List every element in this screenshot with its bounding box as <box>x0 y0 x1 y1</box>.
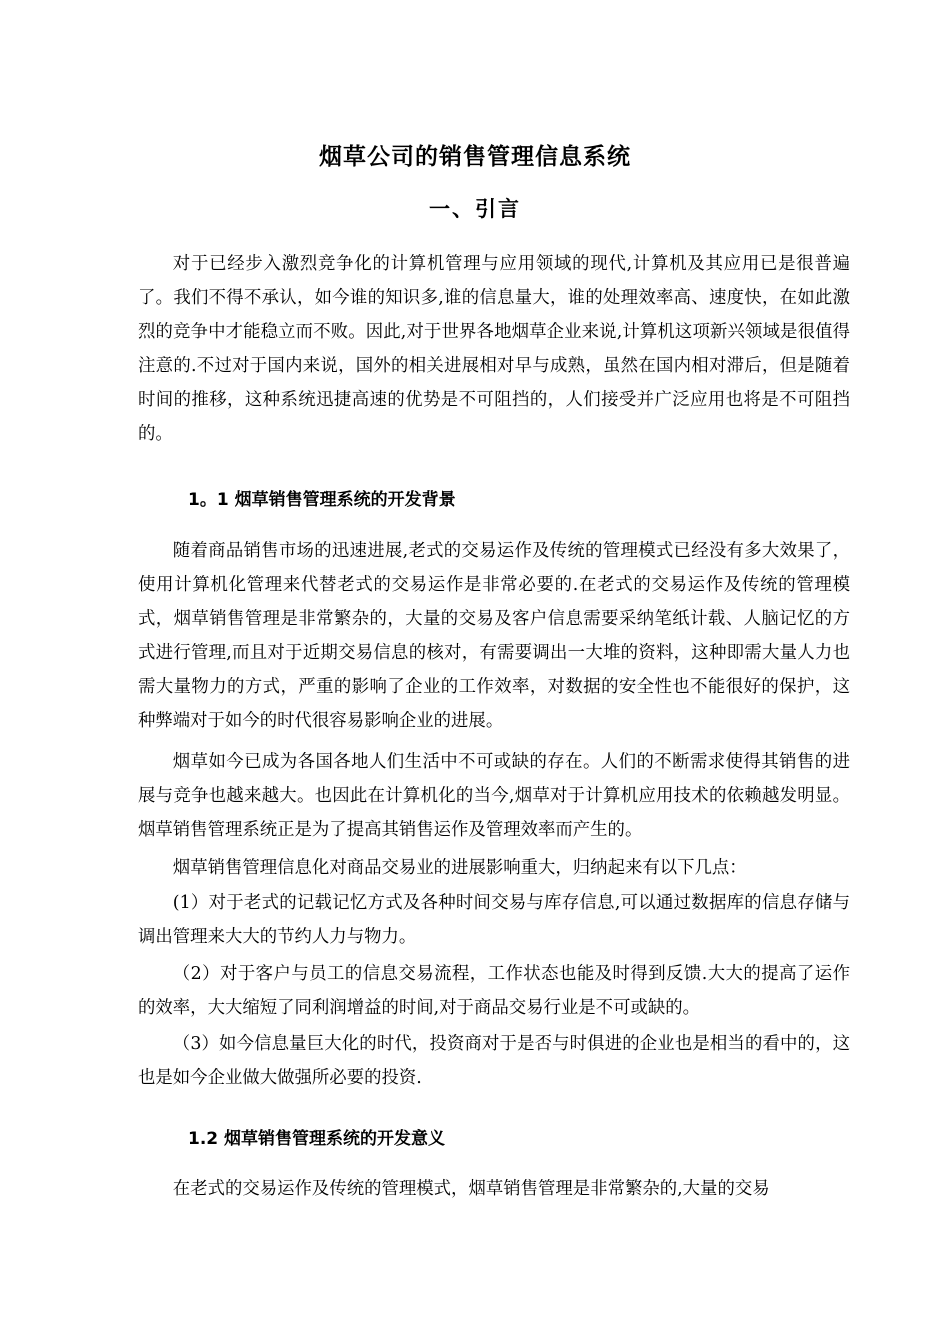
intro-paragraph: 对于已经步入激烈竞争化的计算机管理与应用领域的现代,计算机及其应用已是很普遍了。我们不得不承认，如今谁的知识多,谁的信息量大，谁的处理效率高、速度快，在如此激烈的竞争中才能稳立而不败。因此,对于世界各地烟草企业来说,计算机这项新兴领域是很值得注意的.不过对于国内来说，国外的相关进展相对早与成熟，虽然在国内相对滞后，但是随着时间的推移，这种系统迅捷高速的优势是不可阻挡的，人们接受并广泛应用也将是不可阻挡的。 <box>138 254 850 444</box>
list-item-3: （3）如今信息量巨大化的时代，投资商对于是否与时俱进的企业也是相当的看中的，这也是如今企业做大做强所必要的投资. <box>138 1034 850 1088</box>
section-heading-introduction: 一、引言 <box>429 197 521 221</box>
paragraph-background: 随着商品销售市场的迅速进展,老式的交易运作及传统的管理模式已经没有多大效果了，使用计算机化管理来代替老式的交易运作是非常必要的.在老式的交易运作及传统的管理模式，烟草销售管理是非常繁杂的，大量的交易及客户信息需要采纳笔纸计载、人脑记忆的方式进行管理,而且对于近期交易信息的核对，有需要调出一大堆的资料，这种即需大量人力也需大量物力的方式，严重的影响了企业的工作效率，对数据的安全性也不能很好的保护，这种弊端对于如今的时代很容易影响企业的进展。 <box>138 541 850 731</box>
subsection-heading-1-1: 1。1 烟草销售管理系统的开发背景 <box>188 490 456 510</box>
list-item-1: (1）对于老式的记载记忆方式及各种时间交易与库存信息,可以通过数据库的信息存储与调出管理来大大的节约人力与物力。 <box>138 893 850 947</box>
paragraph-significance: 在老式的交易运作及传统的管理模式，烟草销售管理是非常繁杂的,大量的交易 <box>172 1179 770 1199</box>
paragraph-impact-summary: 烟草销售管理信息化对商品交易业的进展影响重大，归纳起来有以下几点： <box>172 858 747 878</box>
paragraph-tobacco-demand: 烟草如今已成为各国各地人们生活中不可或缺的存在。人们的不断需求使得其销售的进展与竞争也越来越大。也因此在计算机化的当今,烟草对于计算机应用技术的依赖越发明显。烟草销售管理系统正是为了提高其销售运作及管理效率而产生的。 <box>138 752 850 840</box>
list-item-2: （2）对于客户与员工的信息交易流程，工作状态也能及时得到反馈.大大的提高了运作的效率，大大缩短了同利润增益的时间,对于商品交易行业是不可或缺的。 <box>138 964 850 1018</box>
document-title: 烟草公司的销售管理信息系统 <box>319 144 631 170</box>
subsection-heading-1-2: 1.2 烟草销售管理系统的开发意义 <box>188 1129 446 1149</box>
